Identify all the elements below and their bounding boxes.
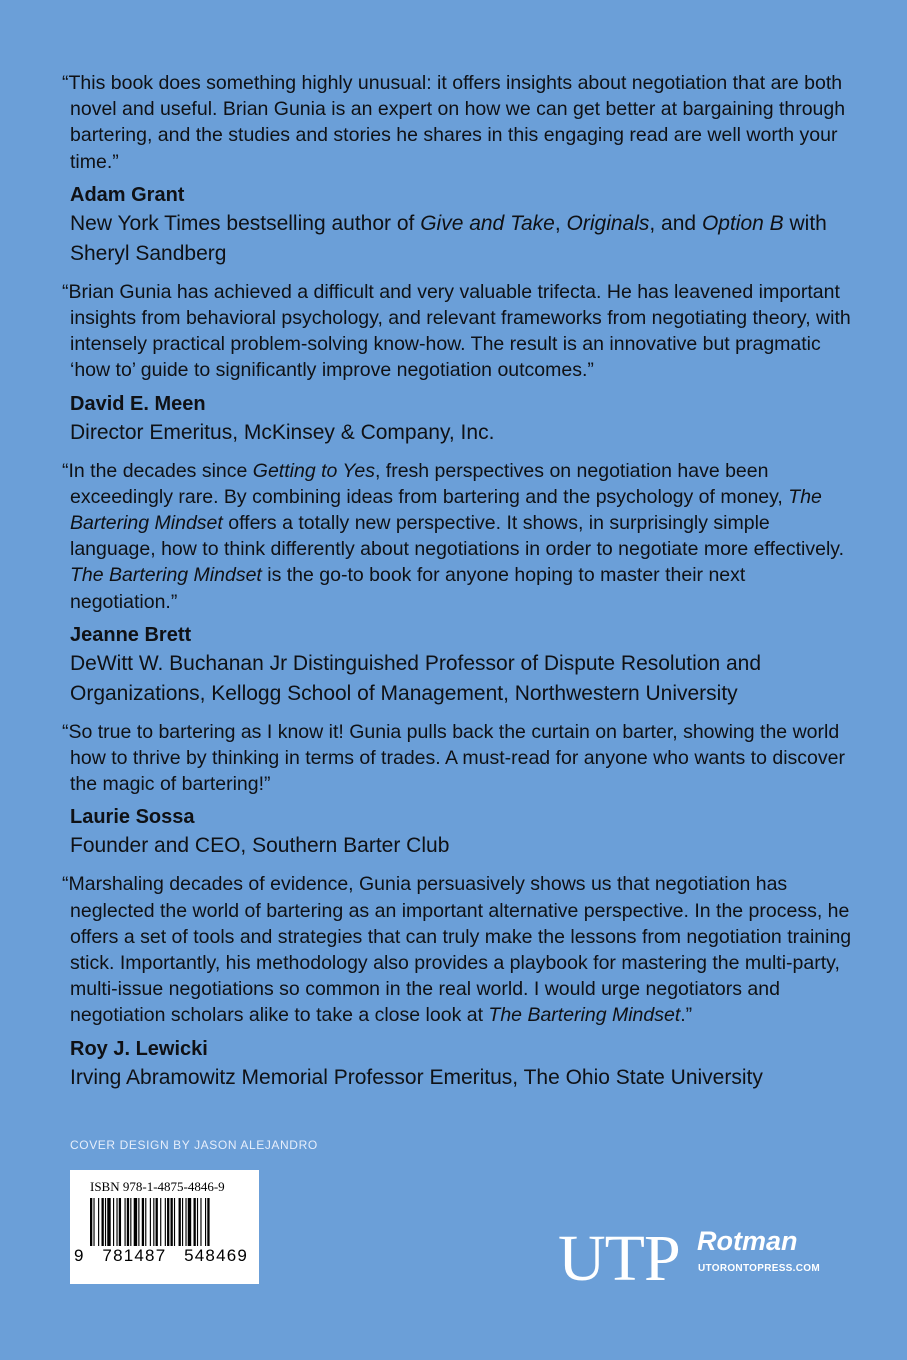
barcode-bar	[125, 1198, 126, 1246]
blurb-author-name: Laurie Sossa	[70, 806, 195, 829]
isbn-barcode	[70, 1170, 259, 1284]
barcode-bar	[116, 1198, 117, 1246]
blurb-author-title: Irving Abramowitz Memorial Professor Emeritus, The Ohio State University	[70, 1065, 763, 1089]
barcode-bar	[171, 1198, 173, 1246]
barcode-bar	[119, 1198, 121, 1246]
barcode-bar	[197, 1198, 198, 1246]
barcode-bar	[105, 1198, 106, 1246]
publisher-website: UTORONTOPRESS.COM	[698, 1263, 820, 1274]
barcode-bar	[93, 1198, 94, 1246]
barcode-bar	[185, 1198, 186, 1246]
blurb-jeanne-brett	[62, 458, 852, 709]
barcode-bar	[142, 1198, 144, 1246]
cover-design-credit: COVER DESIGN BY JASON ALEJANDRO	[70, 1138, 318, 1152]
barcode-bar	[145, 1198, 146, 1246]
blurbs-column	[62, 70, 852, 1103]
blurb-quote: “Brian Gunia has achieved a difficult and very valuable trifecta. He has leavened important insights from behavioral psychology, and relevant frameworks from negotiating theory, with intensely practical problem-solving know-how. The result is an innovative but pragmatic ‘how to’ guide to significantly improve negotiation outcomes.”	[62, 280, 851, 382]
blurb-author-name: Adam Grant	[70, 183, 185, 206]
barcode-bar	[200, 1198, 201, 1246]
barcode-bar	[156, 1198, 158, 1246]
barcode-bar	[127, 1198, 129, 1246]
blurb-author-title: New York Times bestselling author of Give and Take, Originals, and Option B with Sheryl Sandberg	[70, 211, 827, 265]
barcode-icon	[70, 1170, 259, 1284]
barcode-bar	[182, 1198, 183, 1246]
barcode-bar	[90, 1198, 92, 1246]
blurb-author-name: Jeanne Brett	[70, 623, 192, 646]
barcode-bar	[205, 1198, 206, 1246]
blurb-roy-lewicki	[62, 871, 852, 1092]
blurb-adam-grant	[62, 70, 852, 269]
barcode-bar	[207, 1198, 209, 1246]
barcode-bar	[194, 1198, 196, 1246]
isbn-digits: 9 781487 548469	[74, 1246, 249, 1265]
blurb-quote: “In the decades since Getting to Yes, fresh perspectives on negotiation have been exceedingly rare. By combining ideas from bartering and the psychology of money, The Bartering Mindset offers a totally new perspective. It shows, in surprisingly simple language, how to think differently about negotiations in order to negotiate more effectively. The Bartering Mindset is the go-to book for anyone hoping to master their next negotiation.”	[62, 459, 845, 613]
blurb-quote: “So true to bartering as I know it! Gunia pulls back the curtain on barter, showing the world how to thrive by thinking in terms of trades. A must-read for anyone who wants to discover the magic of bartering!”	[62, 720, 845, 796]
barcode-bar	[167, 1198, 169, 1246]
blurb-author-title: Founder and CEO, Southern Barter Club	[70, 834, 450, 858]
blurb-author-name: Roy J. Lewicki	[70, 1037, 208, 1060]
barcode-bar	[98, 1198, 99, 1246]
blurb-david-meen	[62, 279, 852, 448]
barcode-bar	[138, 1198, 139, 1246]
barcode-bar	[150, 1198, 151, 1246]
utp-logo: UTP	[558, 1222, 680, 1295]
isbn-label: ISBN 978-1-4875-4846-9	[90, 1179, 225, 1194]
barcode-bar	[174, 1198, 175, 1246]
barcode-bar	[113, 1198, 114, 1246]
blurb-quote: “This book does something highly unusual: it offers insights about negotiation that are both novel and useful. Brian Gunia is an expert on how we can get better at bargaining through bartering, and the studies and stories he shares in this engaging read are well worth your time.”	[62, 72, 846, 173]
barcode-bar	[153, 1198, 154, 1246]
barcode-bar	[179, 1198, 181, 1246]
blurb-author-title: DeWitt W. Buchanan Jr Distinguished Professor of Dispute Resolution and Organizations, Kellogg School of Management, Northwestern University	[70, 651, 762, 705]
barcode-bar	[134, 1198, 137, 1246]
barcode-bar	[102, 1198, 104, 1246]
rotman-logo: Rotman	[697, 1226, 798, 1256]
blurb-author-title: Director Emeritus, McKinsey & Company, Inc.	[70, 420, 495, 444]
barcode-bar	[107, 1198, 110, 1246]
blurb-quote: “Marshaling decades of evidence, Gunia persuasively shows us that negotiation has neglected the world of bartering as an important alternative perspective. In the process, he offers a set of tools and strategies that can truly make the lessons from negotiation training stick. Importantly, his methodology also provides a playbook for mastering the multi-party, multi-issue negotiations so common in the real world. I would urge negotiators and negotiation scholars alike to take a close look at The Bartering Mindset.”	[62, 873, 852, 1027]
barcode-bar	[160, 1198, 161, 1246]
blurb-laurie-sossa	[62, 719, 852, 862]
barcode-bar	[188, 1198, 191, 1246]
barcode-bar	[130, 1198, 131, 1246]
barcode-bar	[165, 1198, 166, 1246]
blurb-author-name: David E. Meen	[70, 392, 206, 415]
